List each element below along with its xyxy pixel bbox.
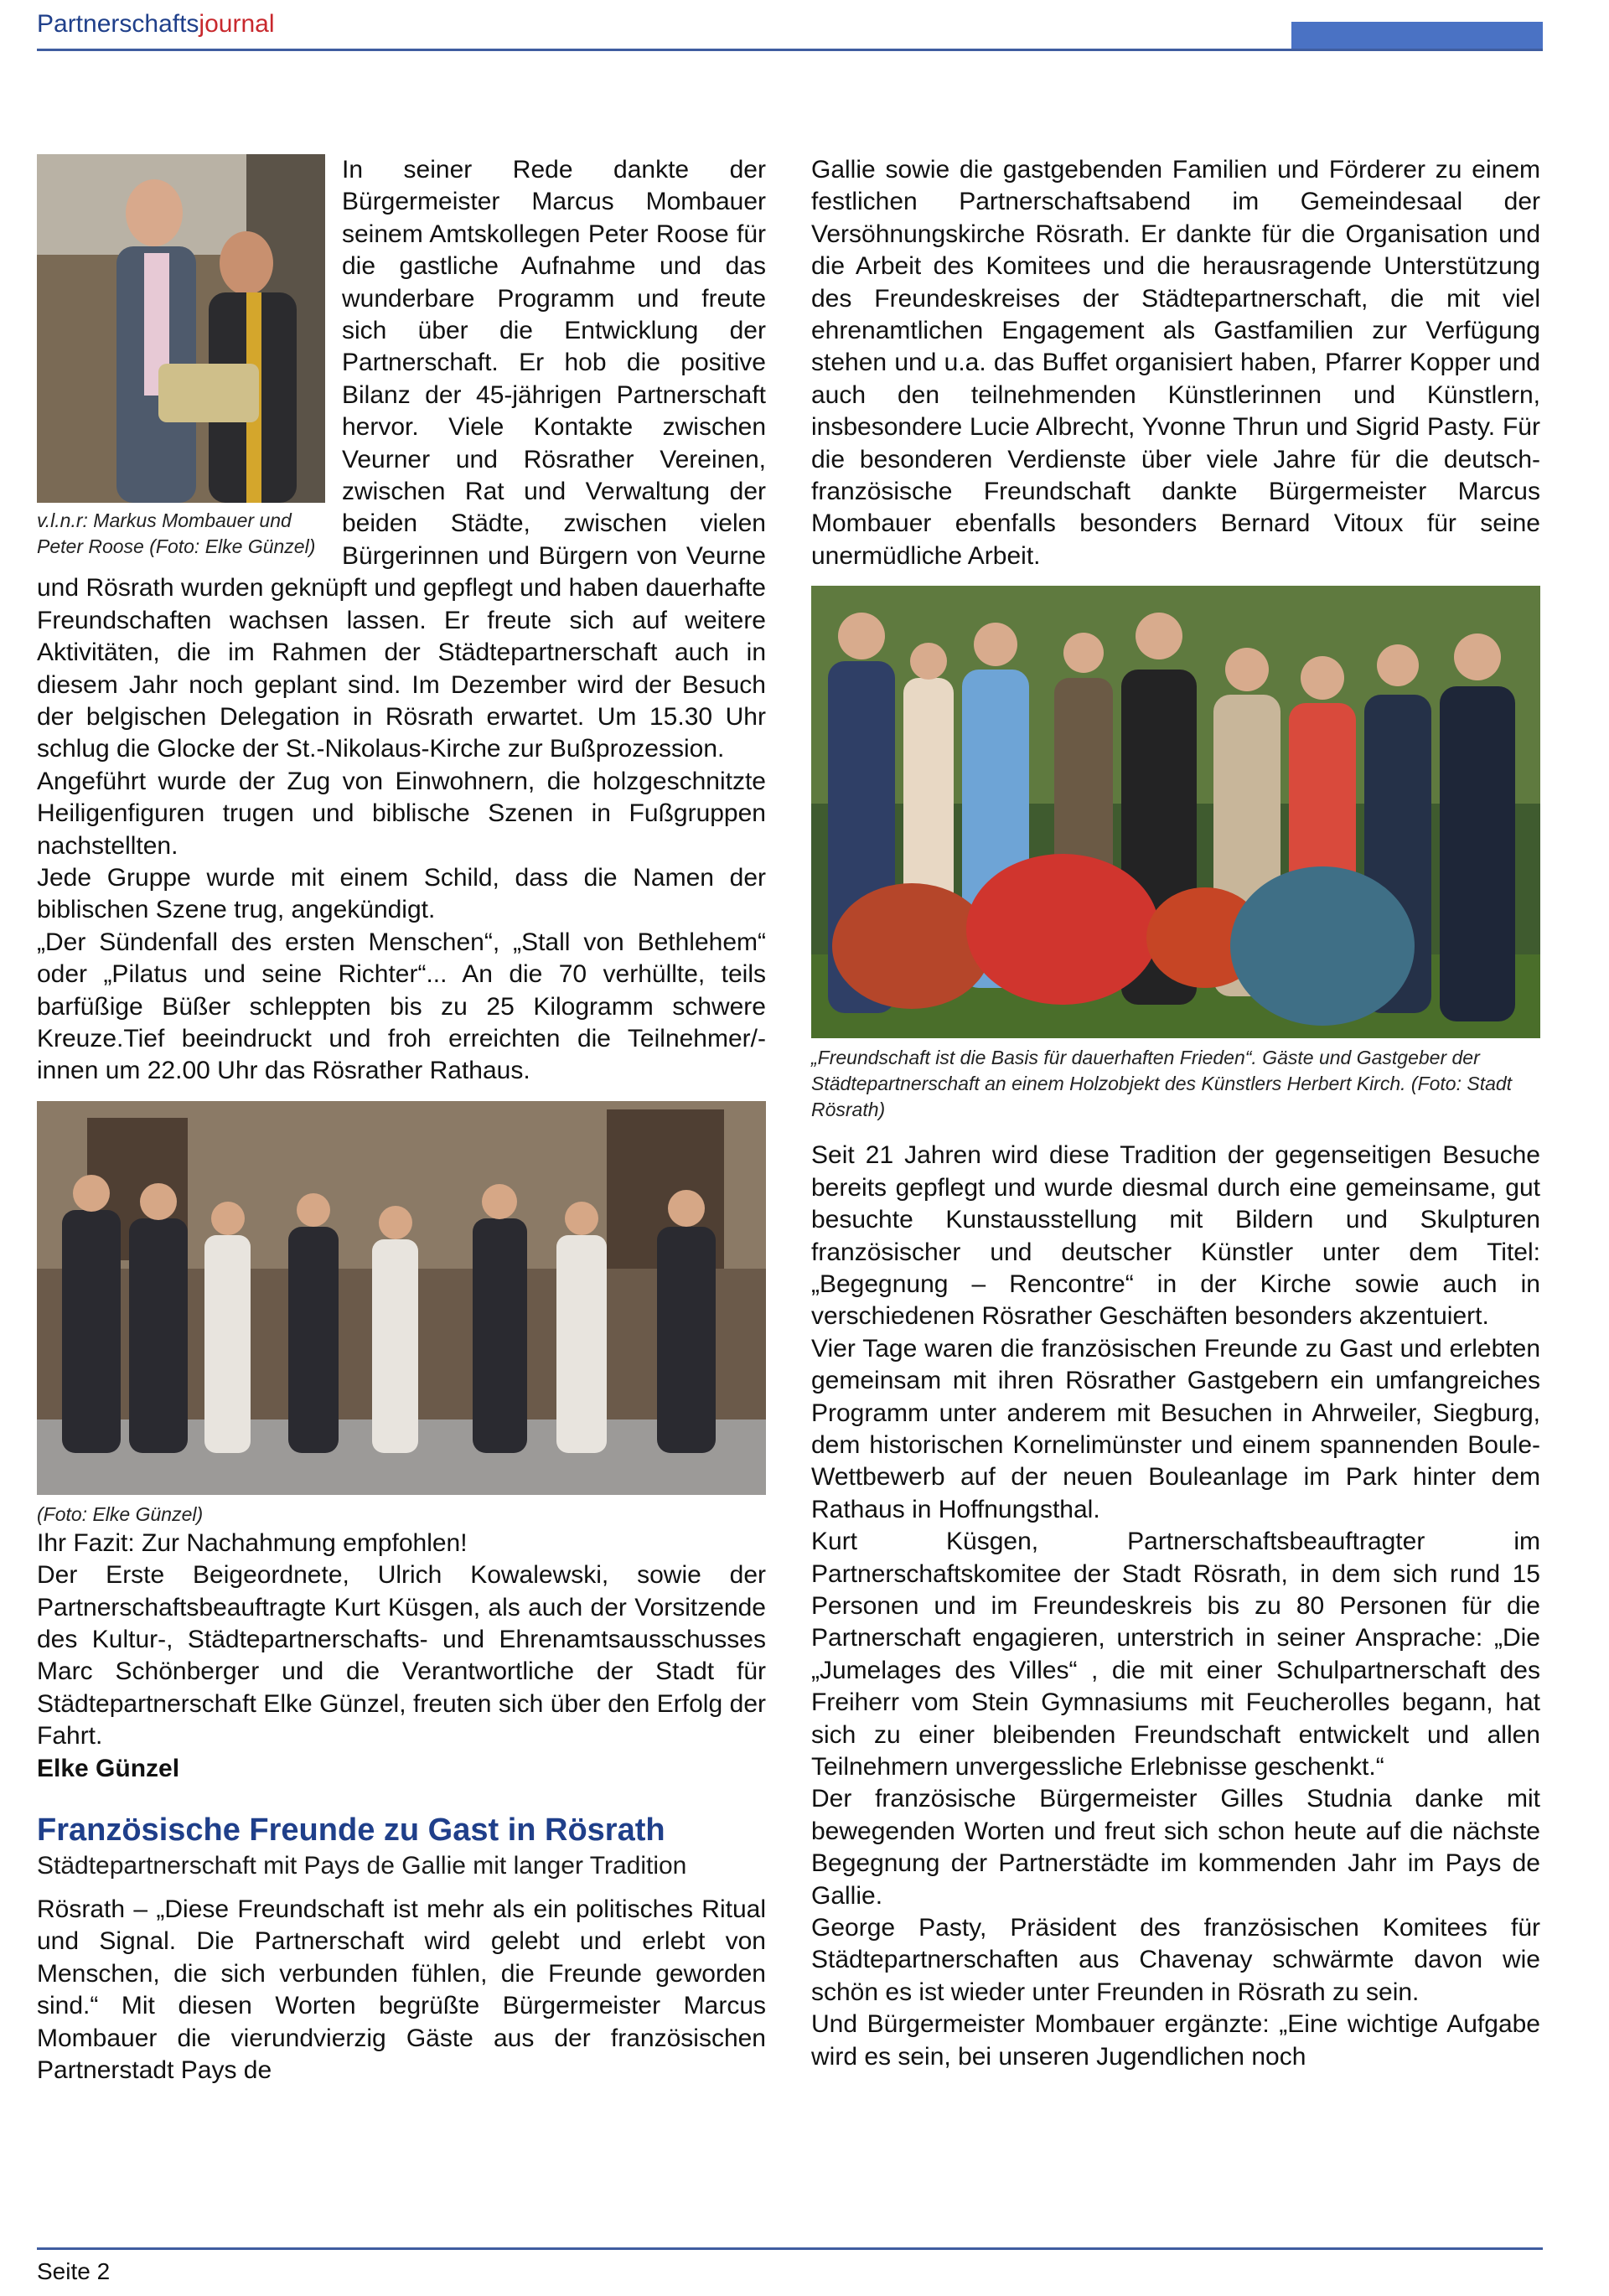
header-rule	[37, 49, 1543, 51]
photo-group-hall-caption: (Foto: Elke Günzel)	[37, 1502, 204, 1525]
right-column	[811, 154, 1540, 2073]
header-accent-bar	[1291, 22, 1543, 50]
journal-title	[37, 10, 274, 39]
photo-garden-group-figure	[811, 586, 1540, 1123]
paragraph: „Der Sündenfall des ersten Menschen“, „Stall von Bethlehem“ oder „Pilatus und seine Richter“... An die 70 verhüllte, teils barfüßige Büßer schleppten bis zu 25 Kilogramm schwere Kreuze.Tief beeindruckt und froh erreichten die Teilnehmer/-innen um 22.00 Uhr das Rösrather Rathaus.	[37, 928, 766, 1085]
paragraph: Jede Gruppe wurde mit einem Schild, dass die Namen der biblischen Szene trug, angekündigt.	[37, 863, 766, 924]
photo-mayors-caption: v.l.n.r: Markus Mombauer und Peter Roose (Foto: Elke Günzel)	[37, 509, 316, 557]
paragraph: Vier Tage waren die französischen Freunde zu Gast und erlebten gemeinsam mit ihren Rösrather Gastgebern ein umfangreiches Programm unter anderem mit Besuchen in Ahrweiler, Siegburg, dem historischen Kornelimünster und einem spannenden Boule-Wettbewerb auf der neuen Bouleanlage im Park hinter dem Rathaus in Hoffnungsthal.	[811, 1334, 1540, 1523]
photo-mayors-figure	[37, 154, 325, 560]
photo-group-hall	[37, 1101, 766, 1495]
paragraph: Rösrath – „Diese Freundschaft ist mehr als ein politisches Ritual und Signal. Die Partnerschaft wird gelebt und erlebt von Menschen, die sich verbunden fühlen, die Freunde geworden sind.“ Mit diesen Worten begrüßte Bürgermeister Marcus Mombauer die vierundvierzig Gäste aus der französischen Partnerstadt Pays de	[37, 1895, 766, 2085]
paragraph: Ihr Fazit: Zur Nachahmung empfohlen!	[37, 1528, 468, 1557]
paragraph: Kurt Küsgen, Partnerschaftsbeauftragter im Partnerschaftskomitee der Stadt Rösrath, in dem sich rund 15 Personen und im Freundeskreis bis zu 80 Personen für die Partnerschaft engagieren, unterstrich in seiner Ansprache: „Die „Jumelages des Villes“ , die mit einer Schulpartnerschaft des Freiherr vom Stein Gymnasiums mit Feucherolles begann, hat sich zu einer bleibenden Freundschaft entwickelt und allen Teilnehmern unvergessliche Erlebnisse geschenkt.“	[811, 1528, 1540, 1781]
paragraph: Seit 21 Jahren wird diese Tradition der gegenseitigen Besuche bereits gepflegt und wurde diesmal durch eine gemeinsame, gut besuchte Kunstausstellung mit Bildern und Skulpturen französischer und deutscher Künstler unter dem Titel: „Begegnung – Rencontre“ in der Kirche sowie auch in verschiedenen Rösrather Geschäften besonders akzentuiert.	[811, 1141, 1540, 1331]
photo-mayors	[37, 154, 325, 503]
footer-rule	[37, 2247, 1543, 2250]
page-header	[37, 0, 1543, 54]
paragraph: Der französische Bürgermeister Gilles Studnia danke mit bewegenden Worten und freut sich schon heute auf die nächste Begegnung der Partnerstädte im kommenden Jahr im Pays de Gallie.	[811, 1785, 1540, 1910]
photo-garden-group-caption: „Freundschaft ist die Basis für dauerhaften Frieden“. Gäste und Gastgeber der Städtepartnerschaft an einem Holzobjekt des Künstlers Herbert Kirch. (Foto: Stadt Rösrath)	[811, 1047, 1513, 1121]
author-signature: Elke Günzel	[37, 1754, 180, 1782]
paragraph: Gallie sowie die gastgebenden Familien und Förderer zu einem festlichen Partnerschaftsabend im Gemeindesaal der Versöhnungskirche Rösrath. Er dankte für die Organisation und die Arbeit des Komitees und die herausragende Unterstützung des Freundeskreises der Städtepartnerschaft, die mit viel ehrenamtlichen Engagement als Gastfamilien zur Verfügung stehen und u.a. das Buffet organisiert haben, Pfarrer Kopper und auch den teilnehmenden Künstlerinnen und Künstlern, insbesondere Lucie Albrecht, Yvonne Thrun und Sigrid Pasty. Für die besonderen Verdienste über viele Jahre für die deutsch-französische Freundschaft dankte Bürgermeister Marcus Mombauer ebenfalls besonders Bernard Vitoux für seine unermüdliche Arbeit.	[811, 156, 1540, 570]
paragraph: Angeführt wurde der Zug von Einwohnern, die holzgeschnitzte Heiligenfiguren trugen und biblische Szenen in Fußgruppen nachstellten.	[37, 767, 766, 860]
paragraph: George Pasty, Präsident des französischen Komitees für Städtepartnerschaften aus Chavenay schwärmte davon wie schön es ist wieder unter Freunden in Rösrath zu sein.	[811, 1914, 1540, 2006]
paragraph: Und Bürgermeister Mombauer ergänzte: „Eine wichtige Aufgabe wird es sein, bei unseren Jugendlichen noch	[811, 2010, 1540, 2071]
journal-title-part2: journal	[199, 10, 275, 38]
photo-garden-group	[811, 586, 1540, 1038]
article-headline: Französische Freunde zu Gast in Rösrath	[37, 1812, 665, 1849]
journal-title-part1: Partnerschafts	[37, 10, 199, 38]
photo-group-hall-figure	[37, 1101, 766, 1528]
left-column	[37, 154, 766, 2087]
article-subheadline: Städtepartnerschaft mit Pays de Gallie mit langer Tradition	[37, 1852, 687, 1880]
page-number: Seite 2	[37, 2258, 111, 2284]
paragraph: In seiner Rede dankte der Bürgermeister Marcus Mombauer seinem Amtskollegen Peter Roose für die gastliche Aufnahme und das wunderbare Programm und freute sich über die Entwicklung der Partnerschaft. Er hob die positive Bilanz der 45-jährigen Partnerschaft hervor. Viele Kontakte zwischen Veurner und Rösrather Vereinen, zwischen Rat und Verwaltung der beiden Städte, zwischen vielen Bürgerinnen und Bürgern von Veurne und Rösrath wurden geknüpft und gepflegt und haben dauerhafte Freundschaften wachsen lassen. Er freute sich auf weitere Aktivitäten, die im Rahmen der Städtepartnerschaft auch in diesem Jahr noch geplant sind. Im Dezember wird der Besuch der belgischen Delegation in Rösrath erwartet. Um 15.30 Uhr schlug die Glocke der St.-Nikolaus-Kirche zur Bußprozession.	[37, 156, 766, 763]
page-footer	[37, 2247, 1543, 2285]
paragraph: Der Erste Beigeordnete, Ulrich Kowalewski, sowie der Partnerschaftsbeauftragte Kurt Küsgen, als auch der Vorsitzende des Kultur-, Städtepartnerschafts- und Ehrenamtsausschusses Marc Schönberger und die Verantwortliche der Stadt für Städtepartnerschaft Elke Günzel, freuten sich über den Erfolg der Fahrt.	[37, 1561, 766, 1750]
